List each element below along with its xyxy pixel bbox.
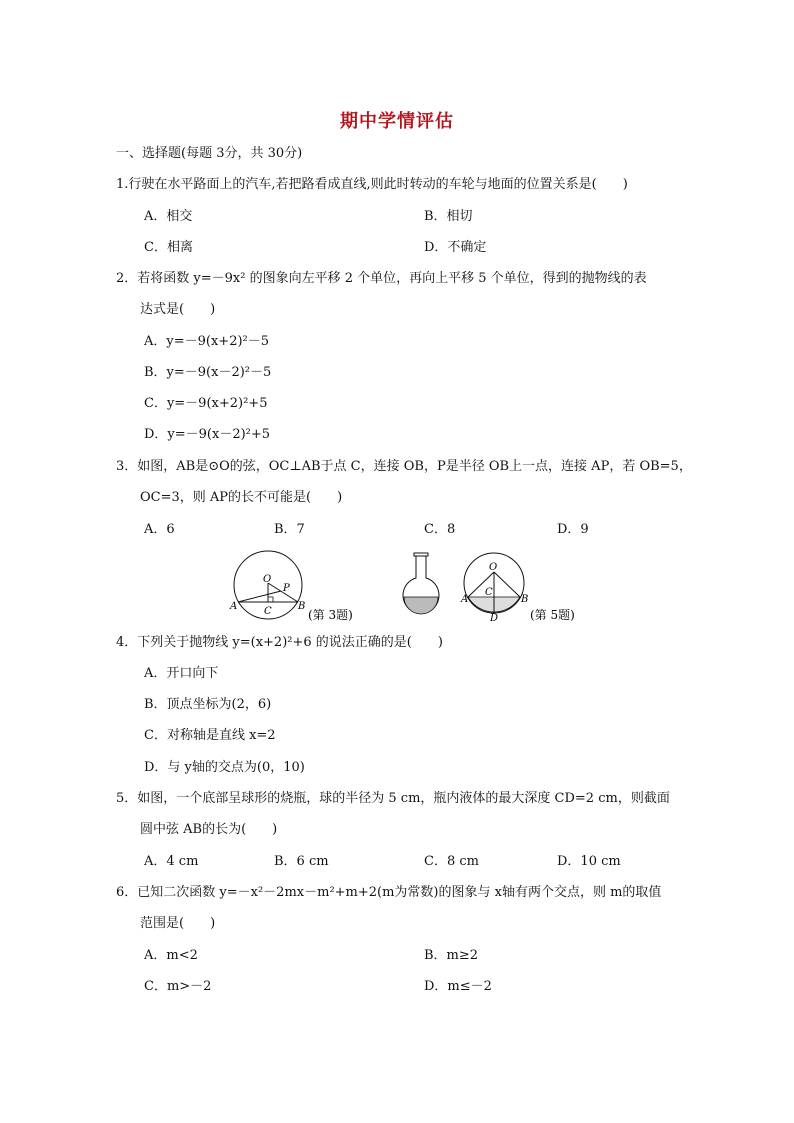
q6-option-c[interactable]: C．m>－2 [144, 979, 212, 994]
q3-option-a[interactable]: A．6 [144, 522, 175, 537]
q2-option-d[interactable]: D．y=－9(x－2)²+5 [144, 427, 271, 442]
q2-option-b[interactable]: B．y=－9(x－2)²－5 [144, 365, 272, 380]
question-6-stem-line1: 6．已知二次函数 y=－x²－2mx－m²+m+2(m为常数)的图象与 x轴有两个交点，则 m的取值 [116, 885, 662, 900]
question-2-stem-line2: 达式是( ) [140, 302, 216, 317]
q3-option-c[interactable]: C．8 [424, 522, 456, 537]
label-a: A [230, 601, 238, 612]
figure-5-circle-diagram [460, 553, 528, 624]
question-5-stem-line2: 圆中弦 AB的长为( ) [140, 822, 278, 837]
q5-option-c[interactable]: C．8 cm [424, 854, 479, 869]
q3-option-d[interactable]: D．9 [557, 522, 589, 537]
label-o: O [263, 574, 272, 585]
q4-option-d[interactable]: D．与 y轴的交点为(0，10) [144, 760, 305, 775]
question-3-stem-line2: OC=3，则 AP的长不可能是( ) [140, 490, 343, 505]
q6-option-b[interactable]: B．m≥2 [424, 948, 479, 963]
label-c-fig5: C [485, 587, 493, 598]
question-5-stem-line1: 5．如图，一个底部呈球形的烧瓶，球的半径为 5 cm，瓶内液体的最大深度 CD=2 cm，则截面 [116, 791, 670, 806]
q6-option-d[interactable]: D．m≤－2 [424, 979, 492, 994]
flask-illustration [403, 553, 439, 614]
question-6-stem-line2: 范围是( ) [140, 916, 216, 931]
question-1-stem: 1.行驶在水平路面上的汽车,若把路看成直线,则此时转动的车轮与地面的位置关系是( ) [116, 177, 628, 192]
figures-row [228, 545, 598, 625]
q4-option-b[interactable]: B．顶点坐标为(2，6) [144, 697, 272, 712]
q1-option-b[interactable]: B．相切 [424, 209, 473, 224]
q1-option-a[interactable]: A．相交 [144, 209, 193, 224]
figure-3-caption: (第 3题) [308, 608, 353, 622]
q2-option-c[interactable]: C．y=－9(x+2)²+5 [144, 396, 268, 411]
label-p: P [283, 583, 290, 594]
figure-5-caption: (第 5题) [530, 608, 575, 622]
page-title: 期中学情评估 [340, 111, 454, 132]
q2-option-a[interactable]: A．y=－9(x+2)²－5 [144, 334, 270, 349]
figure-3-circle-diagram [229, 551, 305, 619]
q5-option-d[interactable]: D．10 cm [557, 854, 621, 869]
q4-option-a[interactable]: A．开口向下 [144, 666, 219, 681]
q3-option-b[interactable]: B．7 [274, 522, 305, 537]
label-c: C [264, 606, 272, 617]
q1-option-c[interactable]: C．相离 [144, 240, 193, 255]
question-2-stem-line1: 2．若将函数 y=－9x² 的图象向左平移 2 个单位，再向上平移 5 个单位，得到的抛物线的表 [116, 271, 647, 286]
section-heading: 一、选择题(每题 3分，共 30分) [116, 146, 303, 161]
label-b: B [298, 601, 306, 612]
q1-option-d[interactable]: D．不确定 [424, 240, 487, 255]
label-b-fig5: B [521, 594, 529, 605]
q6-option-a[interactable]: A．m<2 [144, 948, 198, 963]
question-3-stem-line1: 3．如图，AB是⊙O的弦，OC⊥AB于点 C，连接 OB，P是半径 OB上一点，连接 AP，若 OB=5， [116, 459, 692, 474]
q5-option-b[interactable]: B．6 cm [274, 854, 329, 869]
q4-option-c[interactable]: C．对称轴是直线 x=2 [144, 728, 276, 743]
label-a-fig5: A [461, 594, 469, 605]
label-d-fig5: D [490, 613, 499, 624]
question-4-stem: 4．下列关于抛物线 y=(x+2)²+6 的说法正确的是( ) [116, 635, 443, 650]
label-o-fig5: O [489, 562, 498, 573]
q5-option-a[interactable]: A．4 cm [144, 854, 199, 869]
